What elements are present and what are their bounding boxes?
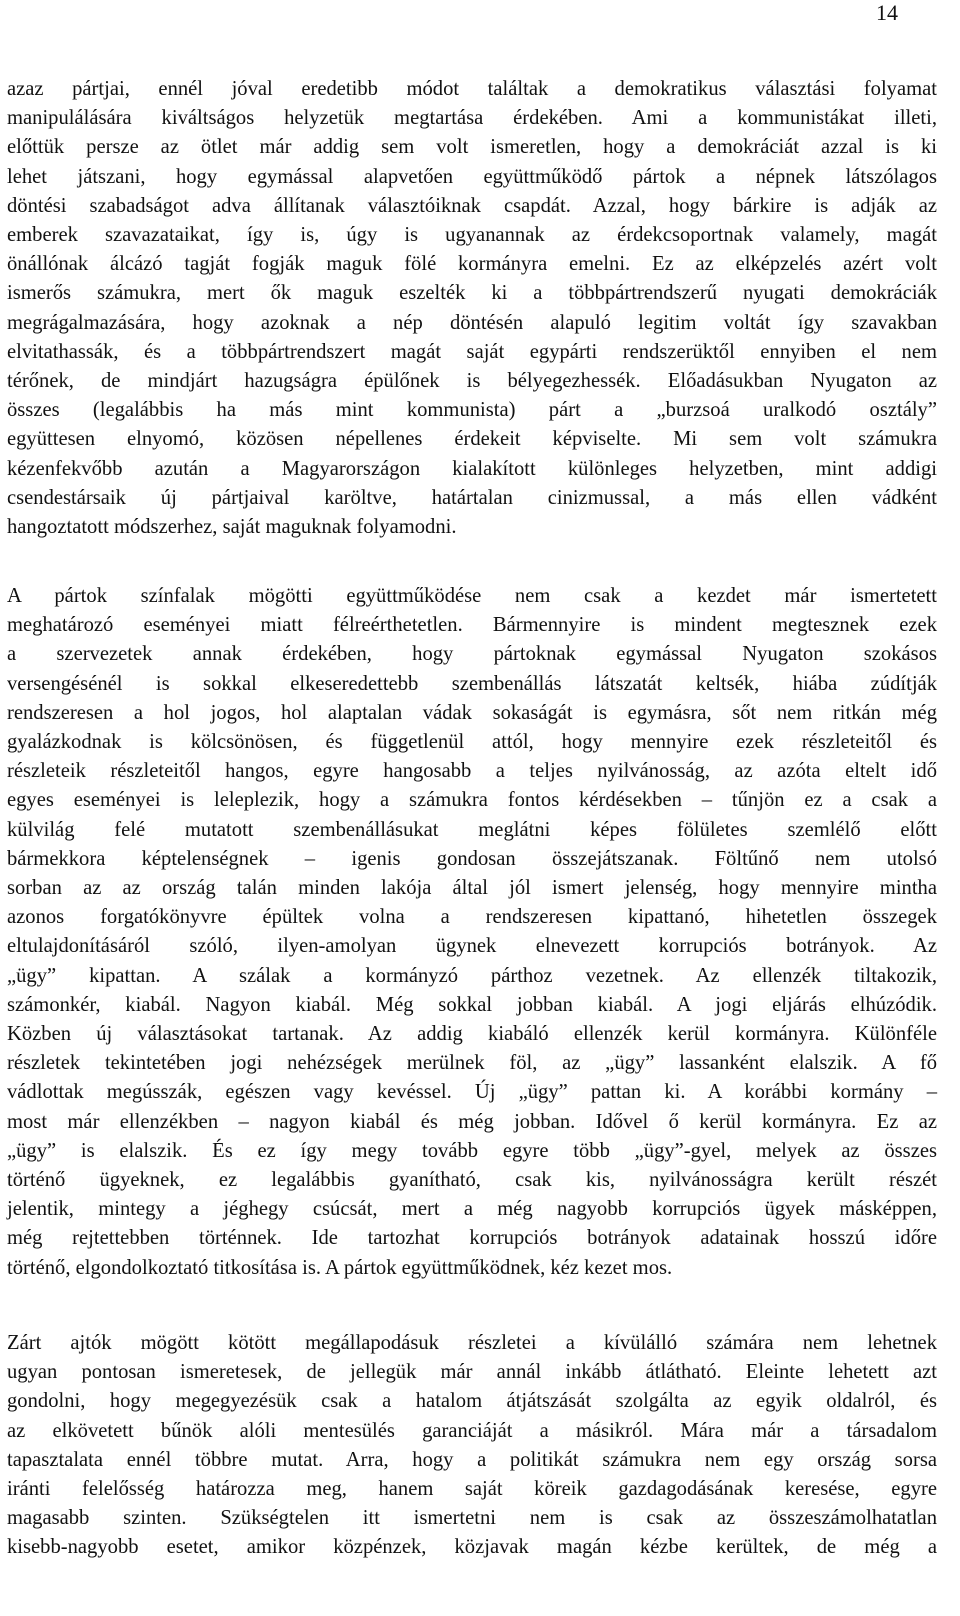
text-line: a szervezetek annak érdekében, hogy pártoknak egymással Nyugaton szokásos <box>7 643 937 666</box>
text-line: részleteik részleteitől hangos, egyre hangosabb a teljes nyilvánosság, az azóta eltelt idő <box>7 760 937 783</box>
text-line: gyalázkodnak is kölcsönösen, és függetlenül attól, hogy mennyire ezek részleteitől és <box>7 731 937 754</box>
text-line: kisebb-nagyobb esetet, amikor közpénzek, közjavak magán kézbe kerültek, de még a <box>7 1536 937 1559</box>
text-line: ismerős számukra, mert ők maguk eszelték ki a többpártrendszerű nyugati demokráciák <box>7 282 937 305</box>
page-number: 14 <box>876 0 898 25</box>
text-line: „ügy” is elalszik. És ez így megy tovább egyre több „ügy”-gyel, melyek az összes <box>7 1139 937 1162</box>
text-line: emberek szavazataikat, így is, úgy is ugyanannak az érdekcsoportnak valamely, magát <box>7 224 937 247</box>
text-line: „ügy” kipattan. A szálak a kormányzó párthoz vezetnek. Az ellenzék tiltakozik, <box>7 964 937 987</box>
text-line: bármekkora képtelenségnek – igenis gondosan összejátszanak. Föltűnő nem utolsó <box>7 847 937 870</box>
paragraph-3 <box>7 1329 937 1563</box>
text-line: eltulajdonításáról szóló, ilyen-amolyan ügynek elnevezett korrupciós botrányok. Az <box>7 935 937 958</box>
text-line: meghatározó eseményei miatt félreérthetetlen. Bármennyire is mindent megtesznek ezek <box>7 614 937 637</box>
text-line: elvitathassák, és a többpártrendszert magát saját egypárti rendszerüktől ennyiben el nem <box>7 340 937 363</box>
text-line: iránti felelősség határozza meg, hanem saját köreik gazdagodásának keresése, egyre <box>7 1478 937 1501</box>
text-line: jelentik, mintegy a jéghegy csúcsát, mert a még nagyobb korrupciós ügyek másképpen, <box>7 1198 937 1221</box>
text-line: térőnek, de mindjárt hazugságra épülőnek is bélyegezhessék. Előadásukban Nyugaton az <box>7 370 937 393</box>
text-line: csendestársaik új pártjaival karöltve, határtalan cinizmussal, a más ellen vádként <box>7 486 937 509</box>
text-line: gondolni, hogy megegyezésük csak a hatalom átjátszását szolgálta az egyik oldalról, és <box>7 1390 937 1413</box>
text-line: most már ellenzékben – nagyon kiabál és még jobban. Idővel ő kerül kormányra. Ez az <box>7 1110 937 1133</box>
text-line: manipulálására kiváltságos helyzetük megtartása érdekében. Ami a kommunistákat illeti, <box>7 107 937 130</box>
paragraph-2 <box>7 582 937 1283</box>
text-line: azonos forgatókönyvre épültek volna a rendszeresen kipattanó, hihetetlen összegek <box>7 906 937 929</box>
text-line: még rejtettebben történnek. Ide tartozhat korrupciós botrányok adatainak hosszú időre <box>7 1227 937 1250</box>
text-line: A pártok színfalak mögötti együttműködése nem csak a kezdet már ismertetett <box>7 585 937 607</box>
text-line: összes (legalábbis ha más mint kommunista) párt a „burzsoá uralkodó osztály” <box>7 399 937 422</box>
text-line: részletek tekintetében jogi nehézségek merülnek föl, az „ügy” lassanként elalszik. A fő <box>7 1052 937 1075</box>
paragraph-1 <box>7 75 937 542</box>
text-line: vádlottak megússzák, egészen vagy kevéssel. Új „ügy” pattan ki. A korábbi kormány – <box>7 1081 937 1104</box>
text-line: előttük persze az ötlet már addig sem volt ismeretlen, hogy a demokráciát azzal is ki <box>7 136 937 159</box>
text-line: hangoztatott módszerhez, saját maguknak folyamodni. <box>7 516 457 539</box>
text-line: önállónak álcázó tagját fogják maguk fölé kormányra emelni. Ez az elképzelés azért volt <box>7 253 937 276</box>
text-line: sorban az az ország talán minden lakója által jól ismert jelenség, hogy mennyire mintha <box>7 877 937 900</box>
text-line: lehet játszani, hogy egymással alapvetően együttműködő pártok a népnek látszólagos <box>7 165 937 188</box>
text-line: az elkövetett bűnök alóli mentesülés garanciáját a másikról. Mára már a társadalom <box>7 1419 937 1442</box>
text-line: ugyan pontosan ismeretesek, de jellegük már annál inkább átlátható. Eleinte lehetett azt <box>7 1361 937 1384</box>
text-line: egyes eseményei is leleplezik, hogy a számukra fontos kérdésekben – tűnjön ez a csak a <box>7 789 937 812</box>
text-line: számonkér, kiabál. Nagyon kiabál. Még sokkal jobban kiabál. A jogi eljárás elhúzódik. <box>7 993 937 1016</box>
text-line: tapasztalata ennél többre mutat. Arra, hogy a politikát számukra nem egy ország sorsa <box>7 1448 937 1471</box>
text-line: Közben új választásokat tartanak. Az addig kiabáló ellenzék kerül kormányra. Különféle <box>7 1023 937 1046</box>
text-line: történő ügyeknek, ez legalábbis gyanítható, csak kis, nyilvánosságra került részét <box>7 1169 937 1192</box>
text-line: versengésénél is sokkal elkeseredettebb szembenállás látszatát keltsék, hiába zúdítják <box>7 672 937 695</box>
text-line: együttesen elnyomó, közösen népellenes érdekeit képviselte. Mi sem volt számukra <box>7 428 937 451</box>
text-line: döntési szabadságot adva állítanak választóiknak csapdát. Azzal, hogy bárkire is adják az <box>7 194 937 217</box>
text-line: kézenfekvőbb azután a Magyarországon kialakított különleges helyzetben, mint addigi <box>7 457 937 480</box>
text-line: rendszeresen a hol jogos, hol alaptalan vádak sokaságát is egymásra, sőt nem ritkán még <box>7 701 937 724</box>
text-line: történő, elgondolkoztató titkosítása is. A pártok együttműködnek, kéz kezet mos. <box>7 1256 673 1279</box>
text-line: azaz pártjai, ennél jóval eredetibb módot találtak a demokratikus választási folyamat <box>7 78 937 100</box>
text-line: megrágalmazására, hogy azoknak a nép döntésén alapuló legitim voltát így szavakban <box>7 311 937 334</box>
text-line: külvilág felé mutatott szembenállásukat meglátni képes fölületes szemlélő előtt <box>7 818 937 841</box>
text-line: Zárt ajtók mögött kötött megállapodásuk részletei a kívülálló számára nem lehetnek <box>7 1332 937 1354</box>
text-line: magasabb szinten. Szükségtelen itt ismertetni nem is csak az összeszámolhatatlan <box>7 1507 937 1530</box>
